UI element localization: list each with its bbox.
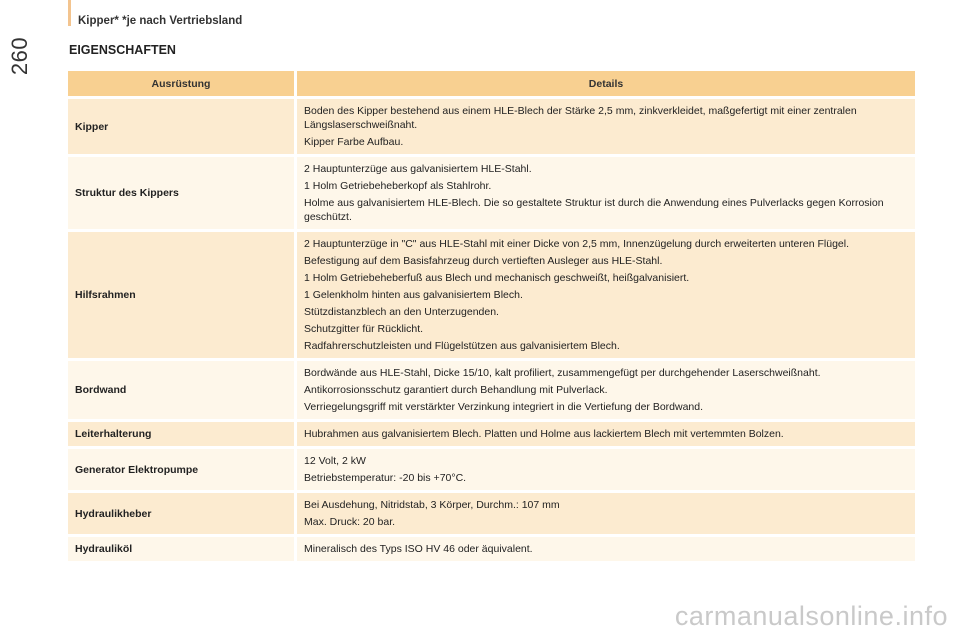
section-title: EIGENSCHAFTEN <box>69 43 176 57</box>
detail-line: 1 Holm Getriebeheberfuß aus Blech und mechanisch geschweißt, heißgalvanisiert. <box>304 272 690 284</box>
table-body <box>68 99 915 561</box>
detail-line: Hubrahmen aus galvanisiertem Blech. Platten und Holme aus lackiertem Blech mit vertemmten Bolzen. <box>304 428 784 440</box>
detail-line: 2 Hauptunterzüge in "C" aus HLE-Stahl mit einer Dicke von 2,5 mm, Innenzügelung durch erweiterten unteren Flügel. <box>304 238 849 250</box>
row-label: Leiterhalterung <box>68 422 297 446</box>
table-row <box>68 232 915 358</box>
row-label: Hydrauliköl <box>68 537 297 561</box>
detail-line: Mineralisch des Typs ISO HV 46 oder äquivalent. <box>304 543 533 555</box>
row-details <box>297 493 915 534</box>
detail-line: 1 Gelenkholm hinten aus galvanisiertem Blech. <box>304 289 523 301</box>
row-label: Generator Elektropumpe <box>68 449 297 490</box>
detail-line: Kipper Farbe Aufbau. <box>304 136 404 148</box>
detail-line: Bordwände aus HLE-Stahl, Dicke 15/10, kalt profiliert, zusammengefügt per durchgehender Laserschweißnaht. <box>304 367 821 379</box>
detail-line: Bei Ausdehung, Nitridstab, 3 Körper, Durchm.: 107 mm <box>304 499 560 511</box>
row-label: Struktur des Kippers <box>68 157 297 229</box>
row-details <box>297 99 915 154</box>
detail-line: Boden des Kipper bestehend aus einem HLE-Blech der Stärke 2,5 mm, zinkverkleidet, maßgefertigt mit einer zentralen Längslaserschweißnaht. <box>304 105 857 131</box>
row-details <box>297 361 915 419</box>
row-details <box>297 422 915 446</box>
row-label: Kipper <box>68 99 297 154</box>
table-row <box>68 449 915 490</box>
row-details <box>297 157 915 229</box>
row-details <box>297 537 915 561</box>
detail-line: Befestigung auf dem Basisfahrzeug durch vertieften Ausleger aus HLE-Stahl. <box>304 255 663 267</box>
table-row <box>68 493 915 534</box>
table-row <box>68 361 915 419</box>
page-number-text: 260 <box>7 36 32 76</box>
detail-line: Stützdistanzblech an den Unterzugenden. <box>304 306 499 318</box>
table-row <box>68 537 915 561</box>
detail-line: 12 Volt, 2 kW <box>304 455 366 467</box>
row-label: Hilfsrahmen <box>68 232 297 358</box>
detail-line: Max. Druck: 20 bar. <box>304 516 396 528</box>
detail-line: Holme aus galvanisiertem HLE-Blech. Die so gestaltete Struktur ist durch die Anwendung eines Pulverlacks gegen Korrosion geschützt. <box>304 197 884 223</box>
row-details <box>297 232 915 358</box>
table-header-row <box>68 71 915 96</box>
table-row <box>68 99 915 154</box>
chapter-title: Kipper* *je nach Vertriebsland <box>78 15 243 27</box>
detail-line: Verriegelungsgriff mit verstärkter Verzinkung integriert in die Vertiefung der Bordwand. <box>304 401 704 413</box>
specifications-table <box>68 68 915 564</box>
table-row <box>68 422 915 446</box>
detail-line: 1 Holm Getriebeheberkopf als Stahlrohr. <box>304 180 492 192</box>
column-header-details: Details <box>297 71 915 96</box>
row-label: Bordwand <box>68 361 297 419</box>
column-header-equipment: Ausrüstung <box>68 71 297 96</box>
table-row <box>68 157 915 229</box>
detail-line: Antikorrosionsschutz garantiert durch Behandlung mit Pulverlack. <box>304 384 608 396</box>
row-details <box>297 449 915 490</box>
page-number <box>2 26 38 86</box>
detail-line: Radfahrerschutzleisten und Flügelstützen aus galvanisiertem Blech. <box>304 340 620 352</box>
chapter-accent-bar <box>68 0 71 26</box>
detail-line: Betriebstemperatur: -20 bis +70°C. <box>304 472 467 484</box>
detail-line: 2 Hauptunterzüge aus galvanisiertem HLE-Stahl. <box>304 163 532 175</box>
row-label: Hydraulikheber <box>68 493 297 534</box>
watermark: carmanualsonline.info <box>674 601 948 631</box>
detail-line: Schutzgitter für Rücklicht. <box>304 323 424 335</box>
